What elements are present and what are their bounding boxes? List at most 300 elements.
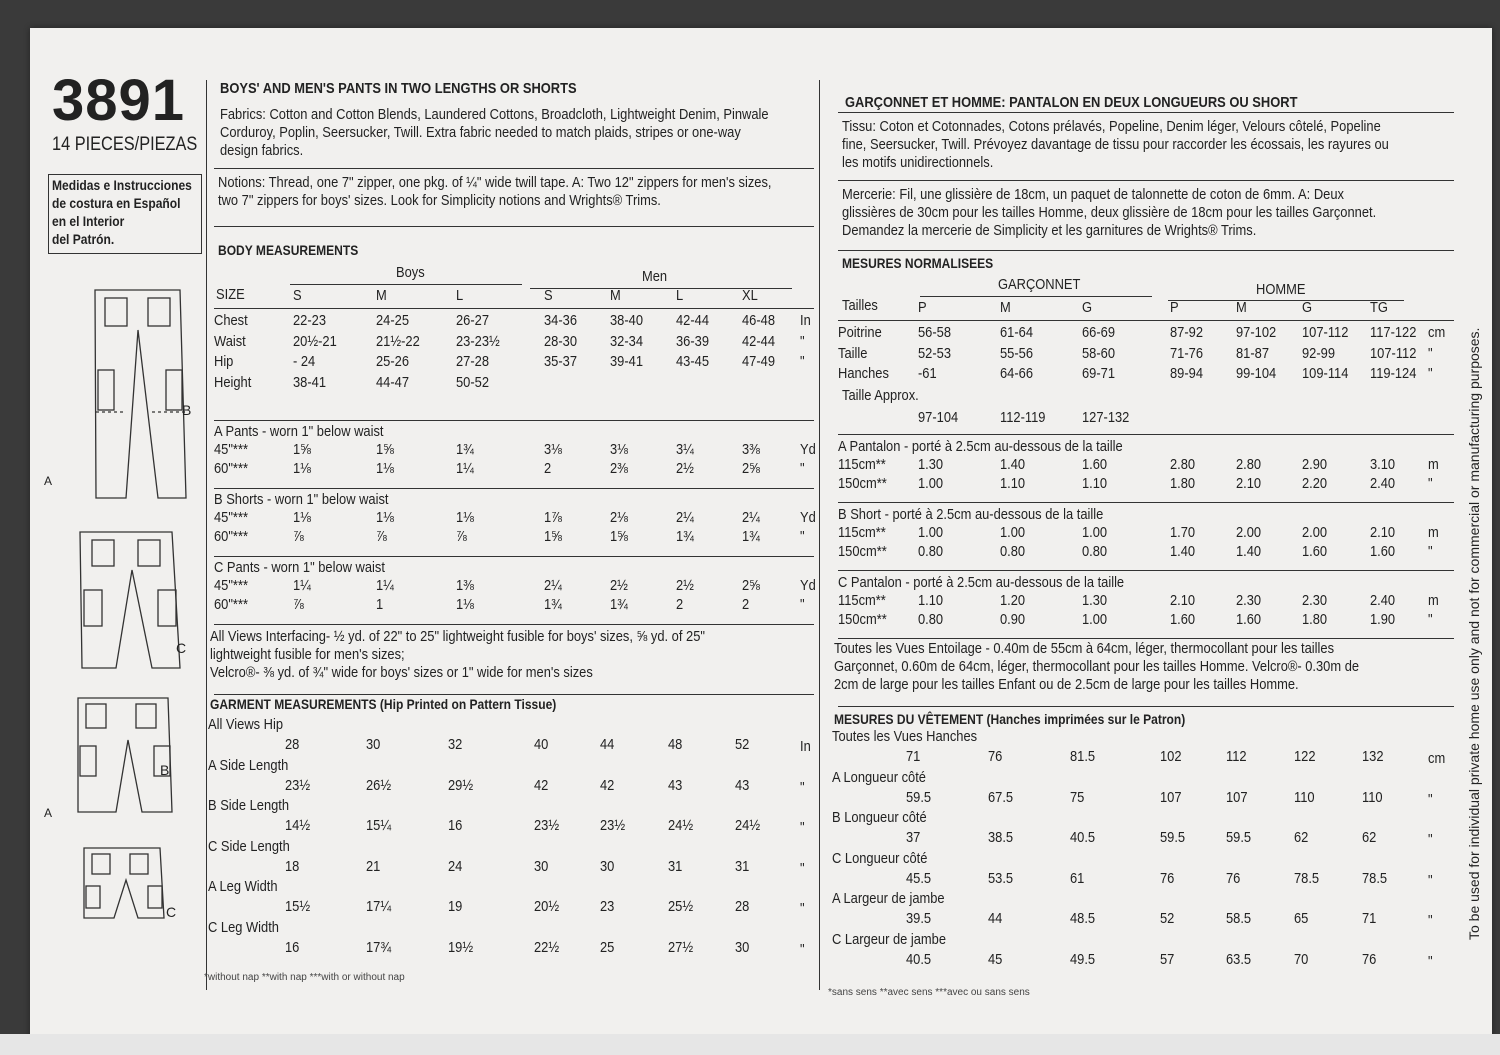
french-approx-label: Taille Approx. <box>842 387 919 404</box>
size-header: L <box>676 287 684 304</box>
view-illustrations <box>40 270 210 950</box>
yardage-cell: 0.80 <box>918 611 944 628</box>
yardage-cell: 2.10 <box>1170 592 1196 609</box>
unit: Yd <box>800 509 816 526</box>
body-cell: 21½-22 <box>376 332 420 350</box>
body-cell: 55-56 <box>1000 344 1034 362</box>
yardage-title: B Shorts - worn 1" below waist <box>214 491 389 508</box>
garment-cell: 24½ <box>668 817 694 834</box>
garment-cell: 24½ <box>735 817 761 834</box>
yardage-cell: 2.80 <box>1236 456 1262 473</box>
yardage-cell: 2⅝ <box>742 460 760 477</box>
garment-cell: 25 <box>600 938 615 956</box>
shorts-view-b-drawing <box>78 698 172 812</box>
garment-row-label: C Side Length <box>208 837 290 855</box>
yardage-title: A Pantalon - porté à 2.5cm au-dessous de la taille <box>838 438 1123 455</box>
garment-cell: 59.5 <box>1160 829 1186 846</box>
yardage-cell: 1¾ <box>544 596 562 613</box>
garment-cell: 57 <box>1160 950 1175 968</box>
unit: " <box>800 940 805 958</box>
yardage-cell: 1.10 <box>918 592 944 609</box>
yardage-cell: 3⅛ <box>610 441 628 458</box>
yardage-cell: 3⅜ <box>742 441 760 458</box>
unit: m <box>1428 524 1439 541</box>
garment-cell: 76 <box>1362 950 1377 968</box>
rule <box>838 320 1454 321</box>
rule <box>214 624 814 625</box>
size-header: P <box>1170 299 1179 316</box>
view-label-c: C <box>176 640 187 656</box>
garment-cell: 31 <box>668 857 683 875</box>
unit: " <box>1428 952 1433 970</box>
unit: " <box>1428 543 1433 560</box>
garment-cell: 30 <box>366 736 381 753</box>
french-mercerie: Mercerie: Fil, une glissière de 18cm, un paquet de talonnette de coton de 6mm. A: Deux glissières de 30cm pour les tailles Homme, deux glissière de 18cm pour les tailles Garçonnet. Demandez la mercerie de Simplicity et les garnitures de Wrights® Trims. <box>842 186 1377 239</box>
garment-cell: 18 <box>285 857 300 875</box>
yardage-cell: 0.80 <box>1082 543 1108 560</box>
yardage-cell: 1¼ <box>376 577 394 594</box>
yardage-cell: 3⅛ <box>544 441 562 458</box>
garment-cell: 44 <box>600 736 615 753</box>
unit: Yd <box>800 577 816 594</box>
yardage-cell: 1.60 <box>1302 543 1328 560</box>
garment-cell: 25½ <box>668 898 694 915</box>
body-cell: 92-99 <box>1302 344 1336 362</box>
yardage-cell: 1 <box>376 596 384 613</box>
rule <box>838 434 1454 435</box>
english-size-label: SIZE <box>216 286 245 303</box>
body-cell: 97-102 <box>1236 324 1277 341</box>
yardage-cell: 1.10 <box>1000 475 1026 492</box>
yardage-cell: 1⅛ <box>456 596 474 613</box>
french-title: GARÇONNET ET HOMME: PANTALON EN DEUX LONGUEURS OU SHORT <box>845 94 1298 111</box>
rule <box>920 296 1152 297</box>
garment-cell: 59.5 <box>906 788 932 806</box>
rule <box>838 706 1454 707</box>
unit: " <box>1428 831 1433 848</box>
body-cell: 35-37 <box>544 353 578 370</box>
yardage-cell: 1.60 <box>1170 611 1196 628</box>
yardage-width: 60"*** <box>214 596 248 613</box>
yardage-cell: 2.00 <box>1302 524 1328 541</box>
unit: Yd <box>800 441 816 458</box>
yardage-cell: 1¾ <box>742 528 760 545</box>
garment-cell: 78.5 <box>1294 869 1320 887</box>
garment-cell: 76 <box>1160 869 1175 887</box>
bottom-edge <box>0 1034 1500 1055</box>
garment-cell: 38.5 <box>988 829 1014 846</box>
yardage-cell: 1.30 <box>1082 592 1108 609</box>
yardage-cell: 1⅜ <box>456 577 474 594</box>
garment-row-label: B Longueur côté <box>832 809 927 826</box>
yardage-cell: 3¼ <box>676 441 694 458</box>
yardage-cell: 2 <box>676 596 684 613</box>
garment-cell: 23½ <box>534 817 560 834</box>
garment-cell: 107 <box>1160 788 1182 806</box>
garment-cell: 29½ <box>448 776 474 794</box>
garment-cell: 63.5 <box>1226 950 1252 968</box>
body-cell: 109-114 <box>1302 365 1349 382</box>
body-row-label: Height <box>214 373 252 391</box>
body-cell: 23-23½ <box>456 332 500 350</box>
garment-cell: 17¼ <box>366 898 392 915</box>
yardage-cell: 1¼ <box>456 460 474 477</box>
rule <box>214 168 814 169</box>
body-cell: 81-87 <box>1236 344 1270 362</box>
yardage-cell: 1⅝ <box>376 441 394 458</box>
garment-cell: 22½ <box>534 938 560 956</box>
size-header: M <box>610 287 621 304</box>
body-cell: 117-122 <box>1370 324 1417 341</box>
garment-row-label: C Largeur de jambe <box>832 930 947 948</box>
unit: " <box>800 778 805 796</box>
yardage-cell: 2.90 <box>1302 456 1328 473</box>
body-cell: 71-76 <box>1170 344 1204 362</box>
view-label-b2: B <box>160 762 170 778</box>
view-label-a2: A <box>44 806 53 820</box>
garment-cell: 58.5 <box>1226 910 1252 927</box>
rule <box>1168 300 1404 301</box>
yardage-cell: 2½ <box>610 577 628 594</box>
garment-row-label: Toutes les Vues Hanches <box>832 728 978 745</box>
yardage-cell: 1.70 <box>1170 524 1196 541</box>
english-notions: Notions: Thread, one 7" zipper, one pkg. of ¼" wide twill tape. A: Two 12" zippers for men's sizes, two 7" zippers for boys' sizes. Look for Simplicity notions and Wrights® Trims. <box>218 174 772 209</box>
english-fabrics: Fabrics: Cotton and Cotton Blends, Laundered Cottons, Broadcloth, Lightweight Denim, Pinwale Corduroy, Poplin, Seersucker, Twill. Extra fabric needed to match plaids, stripes or one-way design fabrics. <box>220 106 769 159</box>
rule <box>214 556 814 557</box>
body-cell: 47-49 <box>742 353 776 370</box>
left-divider <box>206 80 207 990</box>
garment-cell: 62 <box>1294 829 1309 846</box>
yardage-cell: 1.80 <box>1302 611 1328 628</box>
yardage-cell: 1¼ <box>293 577 311 594</box>
body-cell: 89-94 <box>1170 365 1204 382</box>
rule <box>838 638 1454 639</box>
unit: " <box>800 596 805 613</box>
yardage-cell: 2½ <box>676 577 694 594</box>
garment-cell: 42 <box>600 776 615 794</box>
unit: " <box>1428 871 1433 889</box>
garment-cell: 30 <box>600 857 615 875</box>
garment-cell: 71 <box>1362 910 1377 927</box>
yardage-width: 115cm** <box>838 524 886 541</box>
garment-cell: 23 <box>600 898 615 915</box>
garment-cell: 44 <box>988 910 1003 927</box>
yardage-width: 45"*** <box>214 577 248 594</box>
garment-cell: 16 <box>448 817 463 834</box>
approx-cell: 112-119 <box>1000 409 1046 426</box>
body-cell: 44-47 <box>376 373 410 391</box>
rule <box>838 570 1454 571</box>
garment-cell: 75 <box>1070 788 1085 806</box>
rule <box>214 420 814 421</box>
english-body-title: BODY MEASUREMENTS <box>218 242 359 258</box>
pants-view-a-drawing <box>95 290 186 498</box>
yardage-cell: 1¾ <box>676 528 694 545</box>
garment-cell: 52 <box>735 736 750 753</box>
yardage-cell: 1.60 <box>1370 543 1396 560</box>
unit: " <box>1428 790 1433 808</box>
garment-cell: 39.5 <box>906 910 932 927</box>
garment-cell: 62 <box>1362 829 1377 846</box>
yardage-width: 115cm** <box>838 592 886 609</box>
body-cell: 26-27 <box>456 312 490 329</box>
size-header: L <box>456 287 464 304</box>
garment-cell: 67.5 <box>988 788 1014 806</box>
yardage-cell: 2⅜ <box>610 460 628 477</box>
garment-cell: 15½ <box>285 898 311 915</box>
garment-row-label: C Longueur côté <box>832 849 928 867</box>
yardage-cell: ⅞ <box>456 528 467 545</box>
body-cell: 42-44 <box>742 332 776 350</box>
body-row-label: Hip <box>214 353 234 370</box>
garment-cell: 19½ <box>448 938 474 956</box>
garment-cell: 43 <box>735 776 750 794</box>
garment-cell: 16 <box>285 938 300 956</box>
yardage-cell: 1⅛ <box>376 509 394 526</box>
spanish-instructions: Medidas e Instrucciones de costura en Español en el Interior del Patrón. <box>52 177 192 247</box>
body-cell: 25-26 <box>376 353 410 370</box>
view-label-a: A <box>44 474 53 488</box>
rule <box>214 308 814 309</box>
rule <box>838 502 1454 503</box>
body-cell: -61 <box>918 365 937 382</box>
english-interfacing: All Views Interfacing- ½ yd. of 22" to 25" lightweight fusible for boys' sizes, ⅝ yd. of 25" lightweight fusible for men's sizes; Velcro®- ⅜ yd. of ¾" wide for boys' sizes or 1" wide for men's sizes <box>210 628 705 681</box>
garment-cell: 30 <box>735 938 750 956</box>
yardage-cell: 1.60 <box>1082 456 1108 473</box>
unit: " <box>800 528 805 545</box>
garment-cell: 37 <box>906 829 921 846</box>
body-row-label: Waist <box>214 332 246 350</box>
garment-cell: 59.5 <box>1226 829 1252 846</box>
body-row-label: Hanches <box>838 365 889 382</box>
garment-cell: 49.5 <box>1070 950 1096 968</box>
garment-cell: 40.5 <box>906 950 932 968</box>
body-cell: 38-41 <box>293 373 327 391</box>
body-cell: 69-71 <box>1082 365 1116 382</box>
yardage-cell: 1⅞ <box>544 509 562 526</box>
body-cell: 64-66 <box>1000 365 1034 382</box>
yardage-cell: 1.00 <box>918 475 944 492</box>
garment-row-label: A Side Length <box>208 756 289 774</box>
body-cell: 27-28 <box>456 353 490 370</box>
garment-cell: 26½ <box>366 776 392 794</box>
approx-cell: 127-132 <box>1082 409 1130 426</box>
body-cell: 58-60 <box>1082 344 1116 362</box>
yardage-width: 60"*** <box>214 528 248 545</box>
yardage-cell: 1.90 <box>1370 611 1396 628</box>
french-group-boys: GARÇONNET <box>998 276 1081 293</box>
garment-cell: 15¼ <box>366 817 392 834</box>
body-cell: 107-112 <box>1302 324 1349 341</box>
body-row-label: Poitrine <box>838 324 882 341</box>
usage-disclaimer: To be used for individual private home use only and not for commercial or manufacturing purposes. <box>1466 327 1482 940</box>
size-header: G <box>1302 299 1313 316</box>
garment-cell: 61 <box>1070 869 1085 887</box>
yardage-cell: 1.00 <box>1082 524 1108 541</box>
yardage-cell: 1.10 <box>1082 475 1108 492</box>
garment-cell: 122 <box>1294 748 1316 765</box>
garment-row-label: A Largeur de jambe <box>832 890 945 907</box>
yardage-width: 150cm** <box>838 475 887 492</box>
unit: " <box>800 859 805 877</box>
yardage-cell: 2⅛ <box>610 509 628 526</box>
view-label-c2: C <box>166 904 177 920</box>
garment-cell: 28 <box>285 736 300 753</box>
garment-cell: 23½ <box>600 817 626 834</box>
garment-cell: 40.5 <box>1070 829 1096 846</box>
yardage-title: A Pants - worn 1" below waist <box>214 423 384 440</box>
body-cell: 39-41 <box>610 353 644 370</box>
rule <box>838 180 1454 181</box>
unit: " <box>800 460 805 477</box>
yardage-cell: 2.10 <box>1370 524 1396 541</box>
french-tissu: Tissu: Coton et Cotonnades, Cotons prélavés, Popeline, Denim léger, Velours côtelé, Popeline fine, Seersucker, Twill. Prévoyez davantage de tissu pour raccorder les écossais, les rayures ou les motifs unidirectionnels. <box>842 118 1389 171</box>
garment-cell: 110 <box>1362 788 1383 806</box>
garment-cell: 42 <box>534 776 549 794</box>
english-group-men: Men <box>642 268 668 285</box>
yardage-cell: 1.80 <box>1170 475 1196 492</box>
yardage-width: 45"*** <box>214 509 248 526</box>
yardage-cell: 2.30 <box>1236 592 1262 609</box>
garment-cell: 76 <box>1226 869 1241 887</box>
body-cell: 66-69 <box>1082 324 1116 341</box>
yardage-cell: 1⅛ <box>293 509 311 526</box>
body-cell: 32-34 <box>610 332 644 350</box>
body-cell: 119-124 <box>1370 365 1417 382</box>
garment-cell: 76 <box>988 748 1003 765</box>
size-header: P <box>918 299 927 316</box>
yardage-cell: 1⅛ <box>293 460 311 477</box>
yardage-cell: 1.20 <box>1000 592 1026 609</box>
garment-cell: 27½ <box>668 938 694 956</box>
yardage-cell: 1.00 <box>1000 524 1026 541</box>
garment-cell: 110 <box>1294 788 1315 806</box>
unit: In <box>800 312 811 329</box>
garment-cell: 48 <box>668 736 683 753</box>
garment-cell: 65 <box>1294 910 1309 927</box>
unit: " <box>800 332 805 350</box>
english-title: BOYS' AND MEN'S PANTS IN TWO LENGTHS OR SHORTS <box>220 80 577 97</box>
body-cell: 107-112 <box>1370 344 1417 362</box>
garment-cell: 45.5 <box>906 869 932 887</box>
garment-cell: 102 <box>1160 748 1182 765</box>
french-group-men: HOMME <box>1256 281 1306 298</box>
garment-cell: 30 <box>534 857 549 875</box>
size-header: M <box>1236 299 1247 316</box>
garment-cell: 28 <box>735 898 750 915</box>
size-header: XL <box>742 287 758 304</box>
yardage-cell: 0.80 <box>1000 543 1026 560</box>
yardage-cell: 1.00 <box>1082 611 1108 628</box>
body-cell: 42-44 <box>676 312 710 329</box>
yardage-width: 150cm** <box>838 611 887 628</box>
unit: " <box>800 900 805 917</box>
yardage-cell: 2.00 <box>1236 524 1262 541</box>
body-cell: 87-92 <box>1170 324 1204 341</box>
garment-cell: 81.5 <box>1070 748 1096 765</box>
body-cell: - 24 <box>293 353 316 370</box>
yardage-cell: 0.80 <box>918 543 944 560</box>
body-cell: 43-45 <box>676 353 710 370</box>
yardage-cell: 1⅝ <box>293 441 311 458</box>
garment-cell: 14½ <box>285 817 311 834</box>
garment-row-label: All Views Hip <box>208 716 284 733</box>
unit: " <box>1428 611 1433 628</box>
body-cell: 46-48 <box>742 312 776 329</box>
rule <box>214 226 814 227</box>
unit: m <box>1428 456 1439 473</box>
english-garment-title: GARMENT MEASUREMENTS (Hip Printed on Pattern Tissue) <box>210 696 557 712</box>
garment-cell: 70 <box>1294 950 1309 968</box>
pattern-number: 3891 <box>52 68 186 133</box>
yardage-cell: 1.40 <box>1000 456 1026 473</box>
garment-cell: 40 <box>534 736 549 753</box>
yardage-cell: 1.60 <box>1236 611 1262 628</box>
yardage-cell: 1¾ <box>610 596 628 613</box>
yardage-cell: 2 <box>544 460 552 477</box>
size-header: G <box>1082 299 1093 316</box>
yardage-width: 45"*** <box>214 441 248 458</box>
garment-cell: 17¾ <box>366 938 392 956</box>
garment-cell: 21 <box>366 857 381 875</box>
garment-row-label: C Leg Width <box>208 918 279 936</box>
view-label-b: B <box>182 402 192 418</box>
garment-cell: 107 <box>1226 788 1248 806</box>
unit: " <box>800 819 805 836</box>
yardage-cell: 2¼ <box>544 577 562 594</box>
rule <box>214 694 814 695</box>
yardage-width: 60"*** <box>214 460 248 477</box>
yardage-cell: 0.90 <box>1000 611 1026 628</box>
yardage-cell: 2¼ <box>676 509 694 526</box>
garment-row-label: A Longueur côté <box>832 768 926 786</box>
garment-cell: 20½ <box>534 898 560 915</box>
body-row-label: Taille <box>838 344 868 362</box>
unit: " <box>1428 912 1433 929</box>
pants-view-c-drawing <box>80 532 180 668</box>
yardage-title: C Pantalon - porté à 2.5cm au-dessous de la taille <box>838 574 1125 591</box>
unit: " <box>1428 475 1433 492</box>
yardage-cell: 1⅝ <box>544 528 562 545</box>
garment-cell: 32 <box>448 736 463 753</box>
yardage-cell: 2.40 <box>1370 592 1396 609</box>
rule <box>214 488 814 489</box>
body-cell: 50-52 <box>456 373 490 391</box>
unit: m <box>1428 592 1439 609</box>
garment-row-label: B Side Length <box>208 797 290 814</box>
rule <box>290 284 522 285</box>
yardage-width: 115cm** <box>838 456 886 473</box>
center-divider <box>819 80 820 990</box>
french-interfacing: Toutes les Vues Entoilage - 0.40m de 55cm à 64cm, léger, thermocollant pour les tailles Garçonnet, 0.60m de 64cm, léger, thermocollant pour les tailles Homme. Velcro®- 0.30m de 2cm de large pour les tailles Enfant ou de 2.5cm de large pour les tailles Homme. <box>834 640 1360 693</box>
body-cell: 56-58 <box>918 324 952 341</box>
yardage-cell: 2.20 <box>1302 475 1328 492</box>
yardage-cell: ⅞ <box>376 528 387 545</box>
garment-cell: 24 <box>448 857 463 875</box>
body-row-label: Chest <box>214 312 248 329</box>
yardage-cell: 1.40 <box>1170 543 1196 560</box>
size-header: S <box>293 287 302 304</box>
yardage-cell: 2 <box>742 596 750 613</box>
yardage-width: 150cm** <box>838 543 887 560</box>
unit: cm <box>1428 750 1446 767</box>
garment-cell: 43 <box>668 776 683 794</box>
body-cell: 38-40 <box>610 312 644 329</box>
unit: " <box>800 353 805 370</box>
yardage-cell: 3.10 <box>1370 456 1396 473</box>
unit: " <box>1428 365 1433 382</box>
yardage-cell: ⅞ <box>293 528 304 545</box>
